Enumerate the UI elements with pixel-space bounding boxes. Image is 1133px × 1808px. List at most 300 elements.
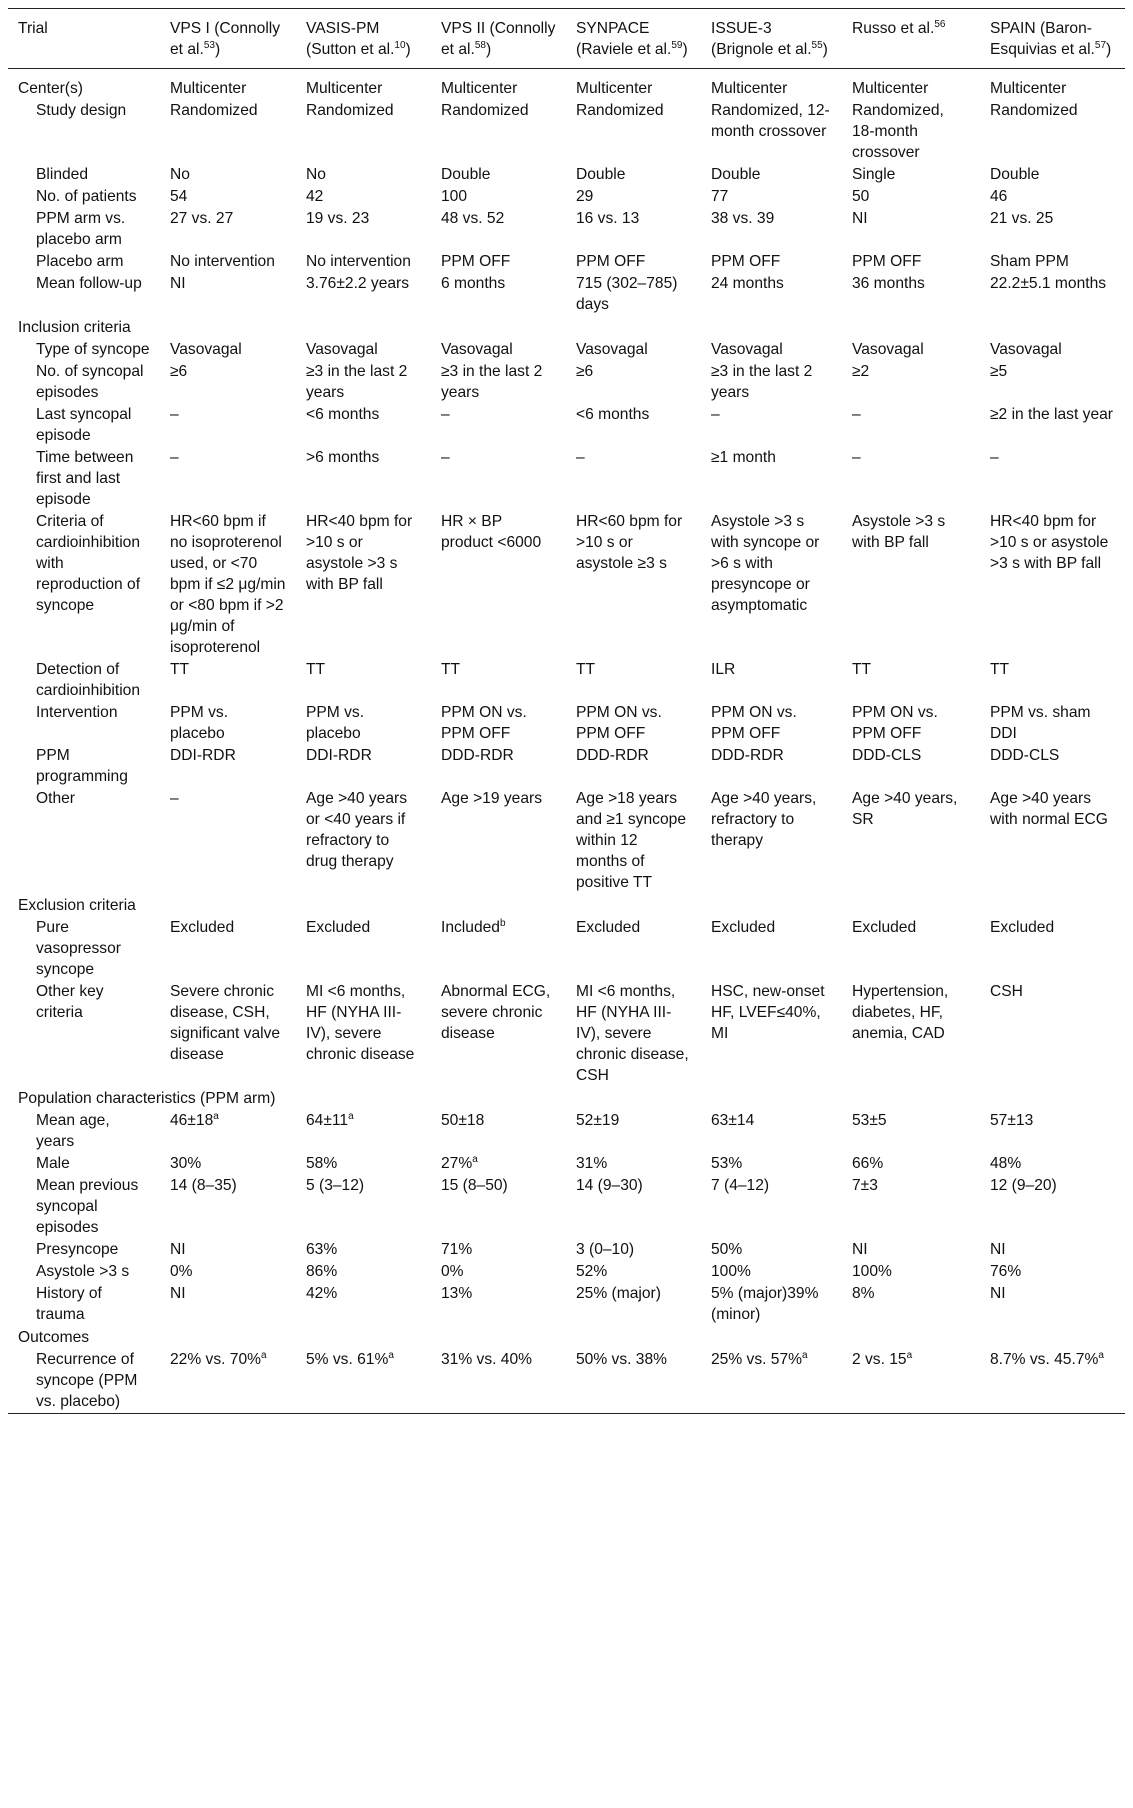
header-text: ISSUE-3 (Brignole et al.: [711, 20, 812, 58]
table-cell: [160, 186, 296, 208]
table-cell: [431, 1283, 566, 1326]
table-cell: [160, 659, 296, 702]
header-study: [566, 9, 701, 69]
table-cell: [160, 1261, 296, 1283]
section-row: [8, 894, 1125, 917]
table-cell: [160, 981, 296, 1087]
cell-text: 30%: [170, 1155, 202, 1172]
table-row: [8, 273, 1125, 316]
table-cell: [980, 702, 1125, 745]
table-row: [8, 339, 1125, 361]
cell-text: Excluded: [306, 919, 371, 936]
table-row: [8, 251, 1125, 273]
table-cell: [980, 745, 1125, 788]
table-cell: [566, 404, 701, 447]
table-cell: [701, 164, 842, 186]
cell-text: Age >40 years, refractory to therapy: [711, 790, 817, 849]
table-cell: [296, 404, 431, 447]
table-cell: [701, 659, 842, 702]
cell-text: 50%: [711, 1241, 743, 1258]
table-cell: [160, 1110, 296, 1153]
table-row: [8, 447, 1125, 511]
table-cell: [701, 1239, 842, 1261]
header-study: [842, 9, 980, 69]
table-cell: [842, 404, 980, 447]
table-cell: [566, 981, 701, 1087]
cell-text: 24 months: [711, 275, 784, 292]
table-row: [8, 659, 1125, 702]
table-cell: [842, 1153, 980, 1175]
table-body: [8, 69, 1125, 1414]
table-cell: [296, 1110, 431, 1153]
table-cell: [160, 404, 296, 447]
cell-text: Randomized, 18-month crossover: [852, 102, 944, 161]
table-cell: [431, 511, 566, 659]
row-label: Mean follow-up: [36, 275, 142, 292]
table-cell: [980, 447, 1125, 511]
trials-comparison-table: [8, 8, 1125, 1414]
cell-text: 14 (8–35): [170, 1177, 237, 1194]
table-cell: [160, 164, 296, 186]
table-row: [8, 745, 1125, 788]
table-cell: [296, 208, 431, 251]
reference-sup: 53: [203, 39, 215, 51]
header-study: [701, 9, 842, 69]
table-cell: [296, 981, 431, 1087]
cell-text: –: [852, 449, 861, 466]
reference-sup: 57: [1094, 39, 1107, 51]
table-cell: [431, 702, 566, 745]
cell-text: 16 vs. 13: [576, 210, 640, 227]
row-label: Time between first and last episode: [36, 449, 134, 508]
cell-text: Vasovagal: [852, 341, 924, 358]
table-cell: [160, 339, 296, 361]
row-label: Other: [36, 790, 75, 807]
cell-text: 100: [441, 188, 468, 205]
table-row: [8, 1261, 1125, 1283]
cell-text: Single: [852, 166, 896, 183]
footnote-sup: a: [213, 1110, 219, 1122]
table-cell: [566, 1110, 701, 1153]
cell-text: Multicenter: [990, 80, 1067, 97]
table-cell: [842, 251, 980, 273]
header-study: [160, 9, 296, 69]
table-cell: [842, 745, 980, 788]
table-cell: [980, 1110, 1125, 1153]
cell-text: HR × BP product <6000: [441, 513, 542, 551]
table-row: [8, 1175, 1125, 1239]
cell-text: Asystole >3 s with BP fall: [852, 513, 946, 551]
table-cell: [296, 511, 431, 659]
header-text: SPAIN (Baron-Esquivias et al.: [990, 20, 1095, 58]
table-cell: [296, 1175, 431, 1239]
table-cell: [566, 251, 701, 273]
cell-text: Severe chronic disease, CSH, significant valve disease: [170, 983, 281, 1063]
table-cell: [431, 164, 566, 186]
cell-text: 8%: [852, 1285, 875, 1302]
table-row: [8, 917, 1125, 981]
table-cell: [842, 186, 980, 208]
table-cell: [701, 788, 842, 894]
table-cell: [566, 164, 701, 186]
cell-text: PPM OFF: [576, 253, 646, 270]
table-cell: [431, 981, 566, 1087]
table-row: [8, 702, 1125, 745]
cell-text: NI: [852, 1241, 868, 1258]
table-cell: [980, 659, 1125, 702]
table-cell: [701, 917, 842, 981]
table-row: [8, 1110, 1125, 1153]
table-cell: [566, 361, 701, 404]
cell-text: Age >40 years, SR: [852, 790, 958, 828]
table-cell: [431, 1175, 566, 1239]
table-cell: [160, 1239, 296, 1261]
cell-text: 48 vs. 52: [441, 210, 505, 227]
cell-text: DDD-CLS: [990, 747, 1060, 764]
cell-text: 715 (302–785) days: [576, 275, 678, 313]
cell-text: HR<60 bpm if no isoproterenol used, or <70 bpm if ≤2 μg/min or <80 bpm if >2 μg/min of isoproterenol: [170, 513, 286, 656]
header-close: ): [822, 41, 828, 58]
row-label: History of trauma: [36, 1285, 102, 1323]
table-cell: [431, 69, 566, 101]
table-cell: [980, 1239, 1125, 1261]
cell-text: 42: [306, 188, 324, 205]
reference-sup: 59: [671, 39, 683, 51]
cell-text: 53±5: [852, 1112, 887, 1129]
table-cell: [980, 186, 1125, 208]
section-label: Inclusion criteria: [18, 319, 131, 336]
table-cell: [160, 745, 296, 788]
cell-text: 50% vs. 38%: [576, 1351, 668, 1368]
cell-text: DDD-RDR: [441, 747, 514, 764]
table-cell: [566, 745, 701, 788]
cell-text: 50±18: [441, 1112, 485, 1129]
section-label: Outcomes: [18, 1329, 90, 1346]
cell-text: 7±3: [852, 1177, 878, 1194]
cell-text: Vasovagal: [576, 341, 648, 358]
cell-text: DDD-RDR: [576, 747, 649, 764]
cell-text: PPM vs. placebo: [306, 704, 365, 742]
header-close: ): [682, 41, 688, 58]
row-label: Other key criteria: [36, 983, 104, 1021]
table-cell: [431, 659, 566, 702]
table-cell: [566, 69, 701, 101]
section-label: Exclusion criteria: [18, 897, 136, 914]
table-cell: [431, 1349, 566, 1414]
table-cell: [566, 208, 701, 251]
table-cell: [296, 164, 431, 186]
cell-text: No: [170, 166, 190, 183]
table-cell: [566, 1153, 701, 1175]
row-label: Male: [36, 1155, 70, 1172]
cell-text: HR<60 bpm for >10 s or asystole ≥3 s: [576, 513, 683, 572]
table-cell: [701, 404, 842, 447]
table-cell: [431, 361, 566, 404]
table-cell: [296, 917, 431, 981]
footnote-sup: a: [348, 1110, 354, 1122]
cell-text: HR<40 bpm for >10 s or asystole >3 s with BP fall: [306, 513, 413, 593]
section-row: [8, 1087, 1125, 1110]
table-cell: [296, 339, 431, 361]
cell-text: 5% vs. 61%: [306, 1351, 389, 1368]
table-cell: [980, 981, 1125, 1087]
table-cell: [980, 361, 1125, 404]
cell-text: HR<40 bpm for >10 s or asystole >3 s with BP fall: [990, 513, 1109, 572]
table-cell: [431, 273, 566, 316]
cell-text: 64±11: [306, 1112, 349, 1129]
table-cell: [296, 251, 431, 273]
cell-text: 2 vs. 15: [852, 1351, 907, 1368]
table-cell: [431, 404, 566, 447]
header-close: ): [214, 41, 221, 58]
cell-text: ≥2 in the last year: [990, 406, 1113, 423]
table-cell: [701, 447, 842, 511]
cell-text: NI: [170, 275, 186, 292]
cell-text: No intervention: [170, 253, 275, 270]
header-row: [8, 9, 1125, 69]
header-close: ): [405, 41, 411, 58]
cell-text: Age >40 years with normal ECG: [990, 790, 1108, 828]
table-cell: [701, 1153, 842, 1175]
table-cell: [701, 251, 842, 273]
cell-text: –: [711, 406, 720, 423]
footnote-sup: a: [802, 1349, 808, 1361]
cell-text: 25% (major): [576, 1285, 661, 1302]
row-label: Detection of cardioinhibition: [36, 661, 141, 699]
cell-text: DDD-RDR: [711, 747, 784, 764]
cell-text: TT: [576, 661, 596, 678]
cell-text: –: [990, 449, 999, 466]
cell-text: –: [170, 449, 179, 466]
header-trial: [8, 9, 160, 69]
cell-text: Asystole >3 s with syncope or >6 s with presyncope or asymptomatic: [711, 513, 820, 614]
table-cell: [980, 1153, 1125, 1175]
header-text: VPS II (Connolly et al.: [441, 20, 556, 58]
table-cell: [160, 251, 296, 273]
header-text: Trial: [18, 20, 48, 37]
cell-text: 0%: [170, 1263, 193, 1280]
table-cell: [701, 208, 842, 251]
table-cell: [431, 251, 566, 273]
table-container: [8, 8, 1125, 1414]
table-row: [8, 404, 1125, 447]
table-cell: [566, 1349, 701, 1414]
cell-text: 25% vs. 57%: [711, 1351, 803, 1368]
table-cell: [980, 788, 1125, 894]
row-label: PPM programming: [36, 747, 128, 785]
cell-text: Excluded: [711, 919, 776, 936]
cell-text: 50: [852, 188, 870, 205]
cell-text: PPM OFF: [711, 253, 781, 270]
table-cell: [701, 1110, 842, 1153]
table-row: [8, 69, 1125, 101]
cell-text: NI: [990, 1285, 1006, 1302]
cell-text: HSC, new-onset HF, LVEF≤40%, MI: [711, 983, 825, 1042]
table-cell: [701, 981, 842, 1087]
cell-text: 48%: [990, 1155, 1022, 1172]
cell-text: –: [170, 406, 179, 423]
cell-text: NI: [170, 1285, 186, 1302]
cell-text: Multicenter: [852, 80, 929, 97]
cell-text: Excluded: [170, 919, 235, 936]
table-cell: [160, 208, 296, 251]
cell-text: NI: [990, 1241, 1006, 1258]
row-label: Criteria of cardioinhibition with reproduction of syncope: [36, 513, 141, 614]
table-cell: [296, 361, 431, 404]
table-cell: [701, 361, 842, 404]
table-row: [8, 788, 1125, 894]
cell-text: 22.2±5.1 months: [990, 275, 1107, 292]
cell-text: 31%: [576, 1155, 608, 1172]
cell-text: DDI-RDR: [170, 747, 236, 764]
table-cell: [980, 917, 1125, 981]
table-cell: [566, 788, 701, 894]
cell-text: ≥3 in the last 2 years: [711, 363, 813, 401]
cell-text: 63%: [306, 1241, 338, 1258]
table-row: [8, 1349, 1125, 1414]
table-cell: [842, 361, 980, 404]
cell-text: 21 vs. 25: [990, 210, 1054, 227]
cell-text: TT: [852, 661, 872, 678]
cell-text: 46±18: [170, 1112, 214, 1129]
table-cell: [701, 1349, 842, 1414]
table-cell: [160, 100, 296, 164]
cell-text: TT: [990, 661, 1010, 678]
cell-text: PPM OFF: [852, 253, 922, 270]
table-cell: [701, 1175, 842, 1239]
table-cell: [701, 100, 842, 164]
row-label: Pure vasopressor syncope: [36, 919, 121, 978]
cell-text: 86%: [306, 1263, 338, 1280]
cell-text: 63±14: [711, 1112, 755, 1129]
table-row: [8, 981, 1125, 1087]
table-cell: [980, 1261, 1125, 1283]
table-cell: [431, 917, 566, 981]
cell-text: 3.76±2.2 years: [306, 275, 410, 292]
table-row: [8, 1153, 1125, 1175]
cell-text: Vasovagal: [441, 341, 513, 358]
cell-text: 27 vs. 27: [170, 210, 234, 227]
cell-text: ≥6: [576, 363, 594, 380]
reference-sup: 58: [474, 39, 486, 51]
table-cell: [566, 100, 701, 164]
table-cell: [701, 1283, 842, 1326]
cell-text: Vasovagal: [990, 341, 1062, 358]
cell-text: PPM ON vs. PPM OFF: [711, 704, 797, 742]
table-cell: [296, 1153, 431, 1175]
table-cell: [842, 339, 980, 361]
table-cell: [980, 339, 1125, 361]
header-close: ): [1106, 41, 1112, 58]
table-row: [8, 208, 1125, 251]
table-cell: [296, 447, 431, 511]
cell-text: 7 (4–12): [711, 1177, 770, 1194]
cell-text: ≥3 in the last 2 years: [306, 363, 408, 401]
table-cell: [431, 339, 566, 361]
cell-text: Excluded: [576, 919, 641, 936]
cell-text: 8.7% vs. 45.7%: [990, 1351, 1099, 1368]
table-row: [8, 361, 1125, 404]
table-cell: [160, 273, 296, 316]
cell-text: Randomized: [990, 102, 1078, 119]
table-cell: [296, 273, 431, 316]
cell-text: Multicenter: [576, 80, 653, 97]
table-cell: [842, 273, 980, 316]
row-label: Recurrence of syncope (PPM vs. placebo): [36, 1351, 138, 1410]
cell-text: MI <6 months, HF (NYHA III-IV), severe chronic disease: [306, 983, 415, 1063]
section-row: [8, 316, 1125, 339]
table-row: [8, 511, 1125, 659]
table-cell: [566, 273, 701, 316]
table-cell: [842, 1175, 980, 1239]
table-cell: [842, 1261, 980, 1283]
cell-text: 54: [170, 188, 188, 205]
table-cell: [160, 1349, 296, 1414]
cell-text: Sham PPM: [990, 253, 1069, 270]
cell-text: 53%: [711, 1155, 743, 1172]
cell-text: –: [441, 406, 450, 423]
cell-text: Randomized: [306, 102, 394, 119]
table-cell: [980, 164, 1125, 186]
cell-text: 77: [711, 188, 729, 205]
cell-text: Double: [441, 166, 491, 183]
cell-text: Vasovagal: [170, 341, 242, 358]
cell-text: PPM OFF: [441, 253, 511, 270]
cell-text: –: [441, 449, 450, 466]
cell-text: ILR: [711, 661, 736, 678]
cell-text: >6 months: [306, 449, 380, 466]
table-cell: [160, 361, 296, 404]
cell-text: 22% vs. 70%: [170, 1351, 262, 1368]
table-row: [8, 100, 1125, 164]
footnote-sup: b: [499, 917, 506, 929]
cell-text: No: [306, 166, 326, 183]
header-study: [431, 9, 566, 69]
cell-text: 76%: [990, 1263, 1022, 1280]
table-cell: [431, 1239, 566, 1261]
table-cell: [566, 447, 701, 511]
row-label: Blinded: [36, 166, 89, 183]
cell-text: Vasovagal: [306, 341, 378, 358]
table-cell: [296, 659, 431, 702]
cell-text: TT: [306, 661, 326, 678]
table-cell: [842, 100, 980, 164]
cell-text: –: [170, 790, 179, 807]
table-cell: [842, 447, 980, 511]
table-cell: [842, 917, 980, 981]
cell-text: ≥6: [170, 363, 188, 380]
cell-text: Age >18 years and ≥1 syncope within 12 months of positive TT: [576, 790, 686, 891]
cell-text: Multicenter: [441, 80, 518, 97]
table-cell: [980, 1175, 1125, 1239]
table-row: [8, 164, 1125, 186]
cell-text: ≥3 in the last 2 years: [441, 363, 543, 401]
table-cell: [296, 186, 431, 208]
table-cell: [701, 339, 842, 361]
table-cell: [842, 702, 980, 745]
row-label: Mean age, years: [36, 1112, 110, 1150]
table-cell: [842, 788, 980, 894]
cell-text: NI: [170, 1241, 186, 1258]
cell-text: 6 months: [441, 275, 506, 292]
table-cell: [160, 917, 296, 981]
cell-text: 13%: [441, 1285, 473, 1302]
row-label: Placebo arm: [36, 253, 124, 270]
reference-sup: 55: [811, 39, 823, 51]
table-cell: [701, 186, 842, 208]
footnote-sup: a: [1098, 1349, 1104, 1361]
table-cell: [980, 100, 1125, 164]
